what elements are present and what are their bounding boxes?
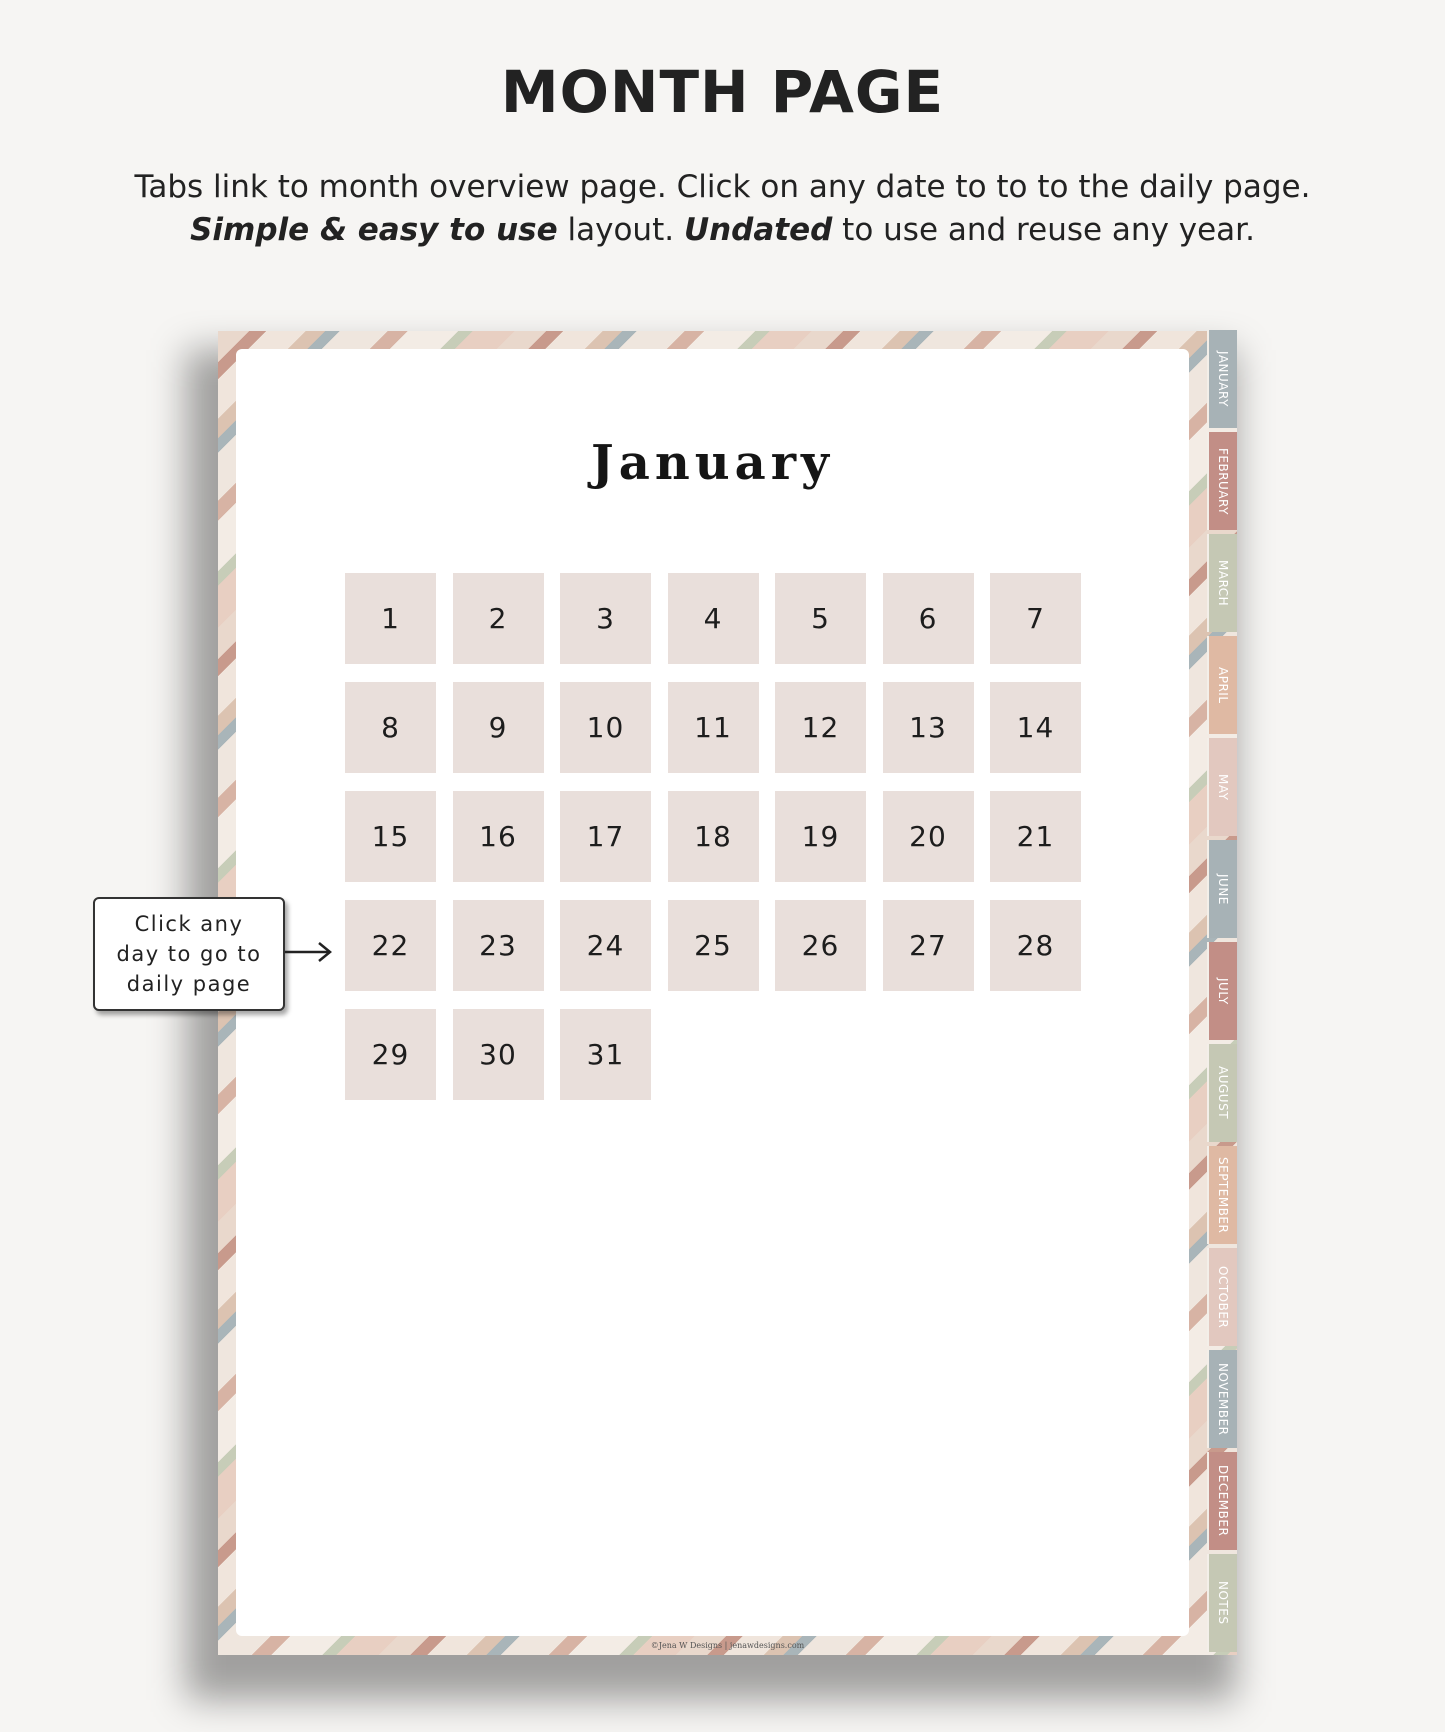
- tab-june[interactable]: [1207, 840, 1237, 938]
- day-cell[interactable]: 7: [990, 573, 1081, 664]
- day-cell[interactable]: 15: [345, 791, 436, 882]
- tab-label: MARCH: [1216, 559, 1230, 607]
- tab-label: SEPTEMBER: [1216, 1156, 1230, 1234]
- layout-text: layout.: [557, 212, 684, 248]
- day-cell[interactable]: 4: [668, 573, 759, 664]
- undated-bold: Undated: [683, 212, 833, 248]
- day-grid: [345, 573, 1081, 1100]
- day-cell[interactable]: 9: [453, 682, 544, 773]
- day-cell[interactable]: 18: [668, 791, 759, 882]
- month-tabs: [1207, 330, 1237, 1654]
- day-cell[interactable]: 5: [775, 573, 866, 664]
- planner-cover: [218, 331, 1237, 1655]
- tab-label: FEBRUARY: [1216, 447, 1230, 515]
- tab-december[interactable]: [1207, 1452, 1237, 1550]
- page-heading: MONTH PAGE: [500, 58, 945, 126]
- day-cell[interactable]: 26: [775, 900, 866, 991]
- day-cell[interactable]: 21: [990, 791, 1081, 882]
- day-cell[interactable]: 30: [453, 1009, 544, 1100]
- footer-credit: ©Jena W Designs | jenawdesigns.com: [650, 1641, 805, 1650]
- day-cell[interactable]: 22: [345, 900, 436, 991]
- callout-line: daily page: [126, 972, 252, 996]
- tab-label: JUNE: [1216, 873, 1230, 905]
- tab-january[interactable]: [1207, 330, 1237, 428]
- description: [0, 166, 1445, 252]
- tab-may[interactable]: [1207, 738, 1237, 836]
- tab-label: NOVEMBER: [1216, 1362, 1230, 1436]
- day-cell[interactable]: 12: [775, 682, 866, 773]
- day-cell[interactable]: 13: [883, 682, 974, 773]
- day-cell[interactable]: 19: [775, 791, 866, 882]
- reuse-text: to use and reuse any year.: [832, 212, 1255, 248]
- description-line-2: [0, 209, 1445, 252]
- day-cell[interactable]: 25: [668, 900, 759, 991]
- tab-october[interactable]: [1207, 1248, 1237, 1346]
- tab-label: NOTES: [1216, 1581, 1230, 1625]
- day-cell[interactable]: 29: [345, 1009, 436, 1100]
- description-line-1: Tabs link to month overview page. Click on any date to to to the daily page.: [134, 169, 1311, 205]
- day-cell[interactable]: 20: [883, 791, 974, 882]
- tab-march[interactable]: [1207, 534, 1237, 632]
- tab-label: AUGUST: [1216, 1066, 1230, 1120]
- day-cell[interactable]: 1: [345, 573, 436, 664]
- day-cell[interactable]: 31: [560, 1009, 651, 1100]
- tab-september[interactable]: [1207, 1146, 1237, 1244]
- day-cell[interactable]: 24: [560, 900, 651, 991]
- day-cell[interactable]: 11: [668, 682, 759, 773]
- day-cell[interactable]: 16: [453, 791, 544, 882]
- day-cell[interactable]: 6: [883, 573, 974, 664]
- tab-april[interactable]: [1207, 636, 1237, 734]
- tab-label: OCTOBER: [1216, 1265, 1230, 1329]
- day-cell[interactable]: 10: [560, 682, 651, 773]
- callout-line: day to go to: [116, 942, 262, 966]
- day-cell[interactable]: 2: [453, 573, 544, 664]
- tab-february[interactable]: [1207, 432, 1237, 530]
- tab-label: JULY: [1216, 977, 1230, 1005]
- tab-notes[interactable]: [1207, 1554, 1237, 1652]
- tab-label: MAY: [1216, 773, 1230, 801]
- day-cell[interactable]: 23: [453, 900, 544, 991]
- tab-november[interactable]: [1207, 1350, 1237, 1448]
- tab-label: JANUARY: [1216, 351, 1230, 407]
- simple-easy-bold: Simple & easy to use: [190, 212, 558, 248]
- callout-line: Click any: [134, 912, 244, 936]
- callout-box: [93, 897, 285, 1011]
- arrow-right-icon: [283, 940, 333, 964]
- month-title: January: [591, 435, 834, 491]
- day-cell[interactable]: 14: [990, 682, 1081, 773]
- tab-label: APRIL: [1216, 666, 1230, 704]
- tab-august[interactable]: [1207, 1044, 1237, 1142]
- day-cell[interactable]: 8: [345, 682, 436, 773]
- day-cell[interactable]: 27: [883, 900, 974, 991]
- tab-label: DECEMBER: [1216, 1465, 1230, 1537]
- month-page: [236, 349, 1189, 1636]
- day-cell[interactable]: 3: [560, 573, 651, 664]
- tab-july[interactable]: [1207, 942, 1237, 1040]
- day-cell[interactable]: 17: [560, 791, 651, 882]
- day-cell[interactable]: 28: [990, 900, 1081, 991]
